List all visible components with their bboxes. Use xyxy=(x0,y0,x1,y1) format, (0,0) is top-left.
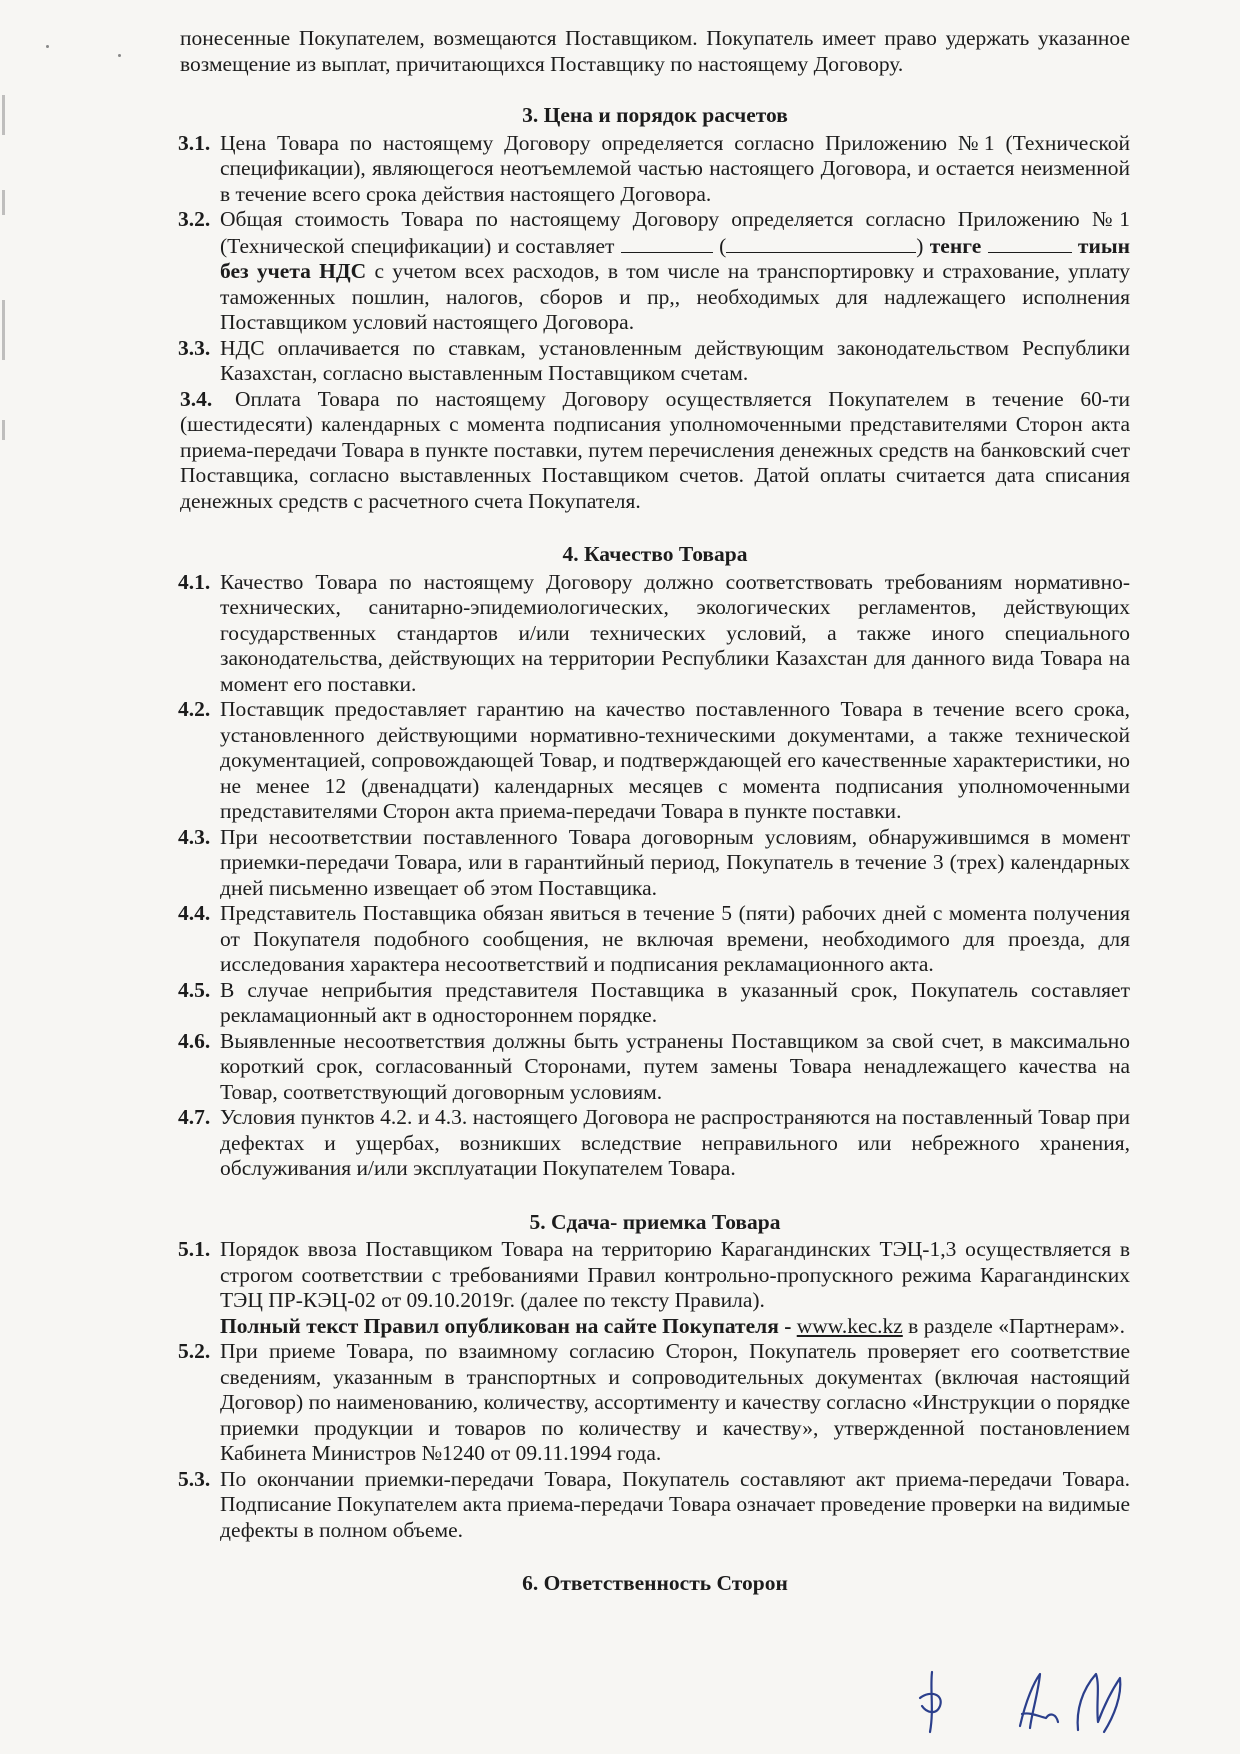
clause-4-7 xyxy=(180,1105,1130,1182)
clause-number: 4.5. xyxy=(178,977,211,1002)
lead-paragraph: понесенные Покупателем, возмещаются Поставщиком. Покупатель имеет право удержать указанное возмещение из выплат, причитающихся Поставщику по настоящему Договору. xyxy=(180,26,1130,76)
clause-text: При приеме Товара, по взаимному согласию Сторон, Покупатель проверяет его соответствие сведениям, указанным в транспортных и сопроводительных документах (включая настоящий Договор) по наименованию, количеству, ассортименту и качеству согласно «Инструкции о порядке приемки продукции и товаров по количеству и качеству», утвержденной постановлением Кабинета Министров №1240 от 09.11.1994 года. xyxy=(220,1339,1130,1465)
clause-number: 4.1. xyxy=(178,569,211,594)
clause-text: В случае неприбытия представителя Поставщика в указанный срок, Покупатель составляет рекламационный акт в одностороннем порядке. xyxy=(220,977,1130,1027)
clause-text: Оплата Товара по настоящему Договору осуществляется Покупателем в течение 60-ти (шестидесяти) календарных с момента подписания уполномоченными представителями Сторон акта приема-передачи Товара в пункте поставки, путем перечисления денежных средств на банковский счет Поставщика, согласно выставленных Поставщиком счетов. Датой оплаты считается дата списания денежных средств с расчетного счета Покупателя. xyxy=(180,386,1130,513)
scan-margin-marks xyxy=(0,0,10,1754)
clause-text: Выявленные несоответствия должны быть устранены Поставщиком за свой счет, в максимально короткий срок, согласованный Сторонами, путем замены Товара ненадлежащего качества на Товар, соответствующий договорным условиям. xyxy=(220,1028,1130,1104)
clause-4-4 xyxy=(180,901,1130,978)
section-heading: 6. Ответственность Сторон xyxy=(522,1571,788,1595)
clause-number: 3.1. xyxy=(178,130,211,155)
clause-3-3 xyxy=(180,336,1130,387)
clause-5-1 xyxy=(180,1237,1130,1314)
clause-text: Цена Товара по настоящему Договору определяется согласно Приложению №1 (Технической спецификации), являющегося неотъемлемой частью настоящего Договора, и остается неизменной в течение всего срока действия настоящего Договора. xyxy=(220,130,1130,206)
clause-number: 3.3. xyxy=(178,335,211,360)
section-price xyxy=(180,103,1130,514)
clause-text: Качество Товара по настоящему Договору должно соответствовать требованиям нормативно-технических, санитарно-эпидемиологических, экологических регламентов, действующих государственных стандартов и/или технических условий, а также иного специального законодательства, действующих на территории Республики Казахстан для данного вида Товара на момент его поставки. xyxy=(220,569,1130,696)
clause-4-5 xyxy=(180,978,1130,1029)
clause-number: 4.2. xyxy=(178,697,211,721)
amount-words-blank xyxy=(726,233,916,253)
clause-3-2 xyxy=(180,207,1130,336)
clause-bold-text: Полный текст Правил опубликован на сайте Покупателя - xyxy=(220,1313,792,1338)
clause-text: Общая стоимость Товара по настоящему Договору определяется согласно Приложению №1 (Технической спецификации) и составляет xyxy=(220,207,1130,258)
clause-text: Поставщик предоставляет гарантию на качество поставленного Товара в течение всего срока, установленного действующими нормативно-техническими документами, а также технической документацией, сопровождающей Товар, и подтверждающей его качественные характеристики, но не менее 12 (двенадцати) календарных месяцев с момента подписания уполномоченными представителями Сторон акта приема-передачи Товара в пункте поставки. xyxy=(220,697,1130,823)
paren-close: ) xyxy=(916,233,924,258)
tiyn-blank xyxy=(988,233,1072,253)
clause-text: в разделе «Партнерам». xyxy=(908,1313,1125,1338)
section-acceptance xyxy=(180,1210,1130,1544)
initial-signature-3 xyxy=(1078,1674,1121,1732)
clause-5-3 xyxy=(180,1467,1130,1544)
initial-signature-2 xyxy=(1020,1674,1058,1728)
clause-4-1 xyxy=(180,570,1130,698)
clause-4-3 xyxy=(180,825,1130,902)
paren-open: ( xyxy=(719,233,727,258)
clause-3-4 xyxy=(180,387,1130,515)
clause-4-2 xyxy=(180,697,1130,825)
currency-tenge: тенге xyxy=(929,233,982,258)
clause-text: НДС оплачивается по ставкам, установленным действующим законодательством Республики Казахстан, согласно выставленным Поставщиком счетам. xyxy=(220,335,1130,385)
clause-text: При несоответствии поставленного Товара договорным условиям, обнаружившимся в момент приемки-передачи Товара, или в гарантийный период, Покупатель в течение 3 (трех) календарных дней письменно извещает об этом Поставщика. xyxy=(220,824,1130,900)
clause-5-1-subparagraph xyxy=(180,1314,1130,1340)
clause-text: По окончании приемки-передачи Товара, Покупатель составляют акт приема-передачи Товара. Подписание Покупателем акта приема-передачи Товара означает проведение проверки на видимые дефекты в полном объеме. xyxy=(220,1466,1130,1542)
clause-number: 3.2. xyxy=(178,207,211,231)
clause-number: 3.4. xyxy=(180,386,213,411)
clause-4-6 xyxy=(180,1029,1130,1106)
website-link[interactable]: www.kec.kz xyxy=(796,1313,903,1338)
initial-signature-1 xyxy=(920,1672,941,1732)
clause-text: Порядок ввоза Поставщиком Товара на территорию Карагандинских ТЭЦ-1,3 осуществляется в строгом соответствии с требованиями Правил контрольно-пропускного режима Карагандинских ТЭЦ ПР-КЭЦ-02 от 09.10.2019г. (далее по тексту Правила). xyxy=(220,1237,1130,1312)
clause-text: с учетом всех расходов, в том числе на транспортировку и страхование, уплату таможенных пошлин, налогов, сборов и пр,, необходимых для надлежащего исполнения Поставщиком условий настоящего Договора. xyxy=(220,259,1131,334)
amount-blank xyxy=(621,233,713,253)
document-page xyxy=(180,26,1130,1625)
clause-text: Условия пунктов 4.2. и 4.3. настоящего Договора не распространяются на поставленный Товар при дефектах и ущербах, возникших вследствие неправильного или небрежного хранения, обслуживания и/или эксплуатации Покупателем Товара. xyxy=(220,1105,1130,1180)
clause-number: 4.3. xyxy=(178,824,211,849)
scan-speck xyxy=(118,54,121,57)
scan-speck xyxy=(46,45,49,48)
clause-text: Представитель Поставщика обязан явиться в течение 5 (пяти) рабочих дней с момента получения от Покупателя подобного сообщения, не включая времени, необходимого для проезда, для исследования характера несоответствий и подписания рекламационного акта. xyxy=(220,901,1130,976)
clause-number: 5.2. xyxy=(178,1339,211,1363)
clause-5-2 xyxy=(180,1339,1130,1467)
clause-number: 5.1. xyxy=(178,1237,211,1261)
clause-number: 4.6. xyxy=(178,1028,211,1053)
clause-number: 4.7. xyxy=(178,1105,211,1129)
section-quality xyxy=(180,542,1130,1182)
clause-number: 5.3. xyxy=(178,1466,211,1491)
clause-bold-text: тиын без учета НДС xyxy=(220,233,1131,283)
clause-3-1 xyxy=(180,131,1130,208)
section-heading: 3. Цена и порядок расчетов xyxy=(522,103,788,127)
clause-number: 4.4. xyxy=(178,901,211,925)
section-heading: 4. Качество Товара xyxy=(562,542,748,566)
section-heading: 5. Сдача- приемка Товара xyxy=(529,1209,781,1234)
handwritten-initials xyxy=(900,1660,1130,1740)
section-liability xyxy=(180,1571,1130,1597)
